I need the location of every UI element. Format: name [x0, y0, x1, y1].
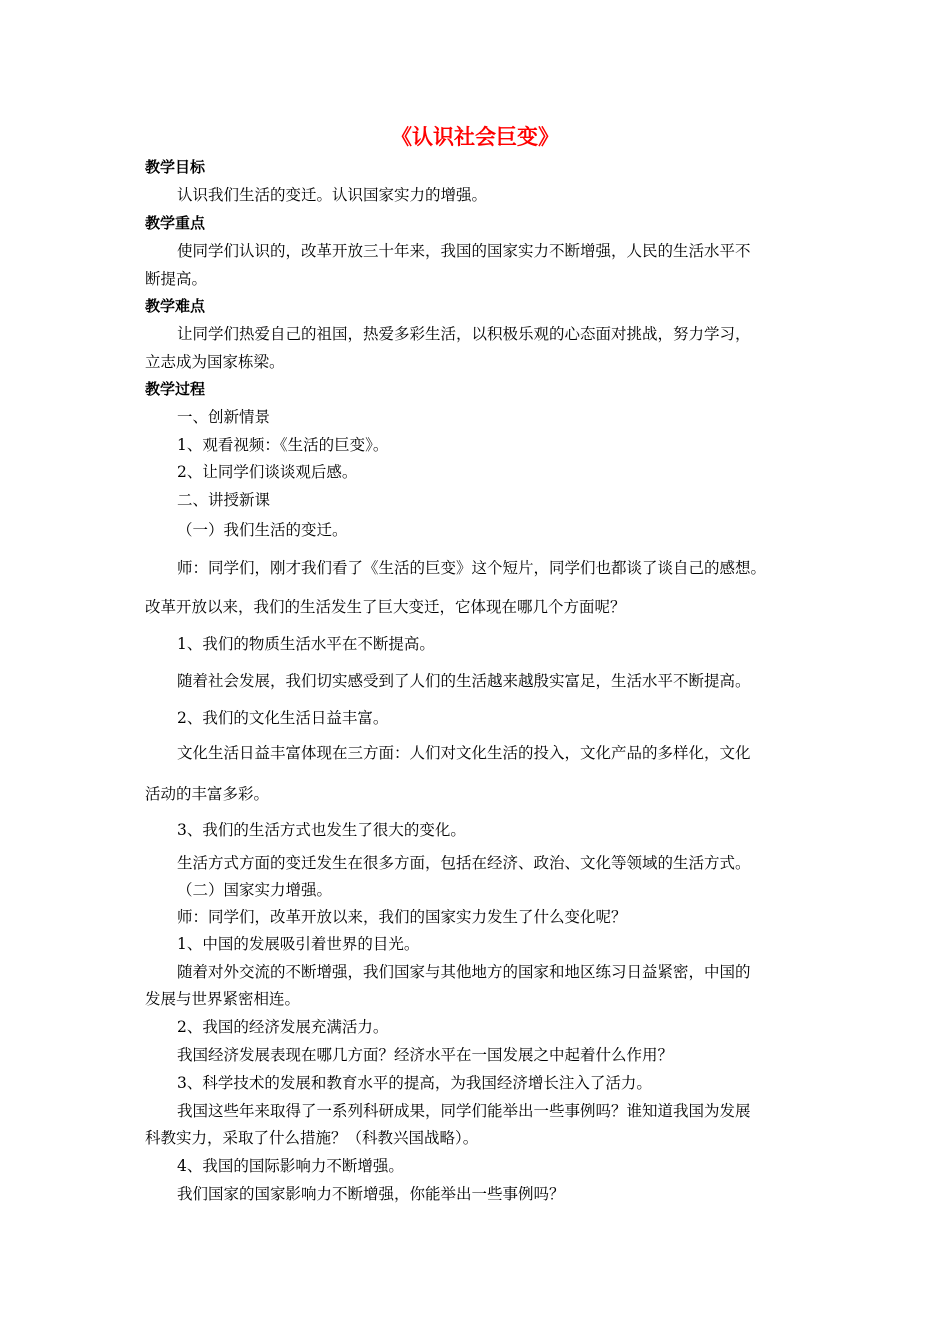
paragraph-line: 发展与世界紧密相连。	[145, 990, 301, 1008]
paragraph-line: 认识我们生活的变迁。认识国家实力的增强。	[177, 186, 488, 204]
paragraph-line: 我国经济发展表现在哪几方面？经济水平在一国发展之中起着什么作用？	[177, 1046, 674, 1064]
paragraph-line: （二）国家实力增强。	[177, 881, 333, 899]
paragraph-line: 1、我们的物质生活水平在不断提高。	[177, 635, 435, 653]
paragraph-line: 2、让同学们谈谈观后感。	[177, 463, 358, 481]
paragraph-line: 2、我国的经济发展充满活力。	[177, 1018, 389, 1036]
paragraph-line: 文化生活日益丰富体现在三方面：人们对文化生活的投入，文化产品的多样化，文化	[177, 744, 751, 762]
paragraph-line: 3、我们的生活方式也发生了很大的变化。	[177, 821, 466, 839]
paragraph-line: 立志成为国家栋梁。	[145, 353, 285, 371]
paragraph-line: 改革开放以来，我们的生活发生了巨大变迁，它体现在哪几个方面呢？	[145, 598, 626, 616]
section-heading-process: 教学过程	[145, 380, 206, 398]
paragraph-line: 2、我们的文化生活日益丰富。	[177, 709, 389, 727]
paragraph-line: 使同学们认识的，改革开放三十年来，我国的国家实力不断增强，人民的生活水平不	[177, 242, 751, 260]
paragraph-line: 生活方式方面的变迁发生在很多方面，包括在经济、政治、文化等领域的生活方式。	[177, 854, 751, 872]
paragraph-line: 让同学们热爱自己的祖国，热爱多彩生活，以积极乐观的心态面对挑战，努力学习，	[177, 325, 751, 343]
paragraph-line: 3、科学技术的发展和教育水平的提高，为我国经济增长注入了活力。	[177, 1074, 652, 1092]
page-title: 《认识社会巨变》	[391, 125, 559, 149]
paragraph-line: 断提高。	[145, 270, 208, 288]
paragraph-line: （一）我们生活的变迁。	[177, 521, 348, 539]
paragraph-line: 师：同学们，改革开放以来，我们的国家实力发生了什么变化呢？	[177, 908, 627, 926]
paragraph-line: 师：同学们，刚才我们看了《生活的巨变》这个短片，同学们也都谈了谈自己的感想。	[177, 559, 767, 577]
paragraph-line: 活动的丰富多彩。	[145, 785, 270, 803]
section-heading-key-points: 教学重点	[145, 214, 206, 232]
paragraph-line: 科教实力，采取了什么措施？（科教兴国战略）。	[145, 1129, 479, 1147]
paragraph-line: 1、中国的发展吸引着世界的目光。	[177, 935, 420, 953]
paragraph-line: 4、我国的国际影响力不断增强。	[177, 1157, 404, 1175]
paragraph-line: 随着社会发展，我们切实感受到了人们的生活越来越殷实富足，生活水平不断提高。	[177, 672, 751, 690]
paragraph-line: 我国这些年来取得了一系列科研成果，同学们能举出一些事例吗？谁知道我国为发展	[177, 1102, 751, 1120]
paragraph-line: 我们国家的国家影响力不断增强，你能举出一些事例吗？	[177, 1185, 565, 1203]
paragraph-line: 1、观看视频：《生活的巨变》。	[177, 436, 389, 454]
section-heading-difficulties: 教学难点	[145, 297, 206, 315]
paragraph-line: 一、创新情景	[177, 408, 271, 426]
paragraph-line: 二、讲授新课	[177, 491, 271, 509]
paragraph-line: 随着对外交流的不断增强，我们国家与其他地方的国家和地区练习日益紧密，中国的	[177, 963, 751, 981]
section-heading-objectives: 教学目标	[145, 158, 206, 176]
